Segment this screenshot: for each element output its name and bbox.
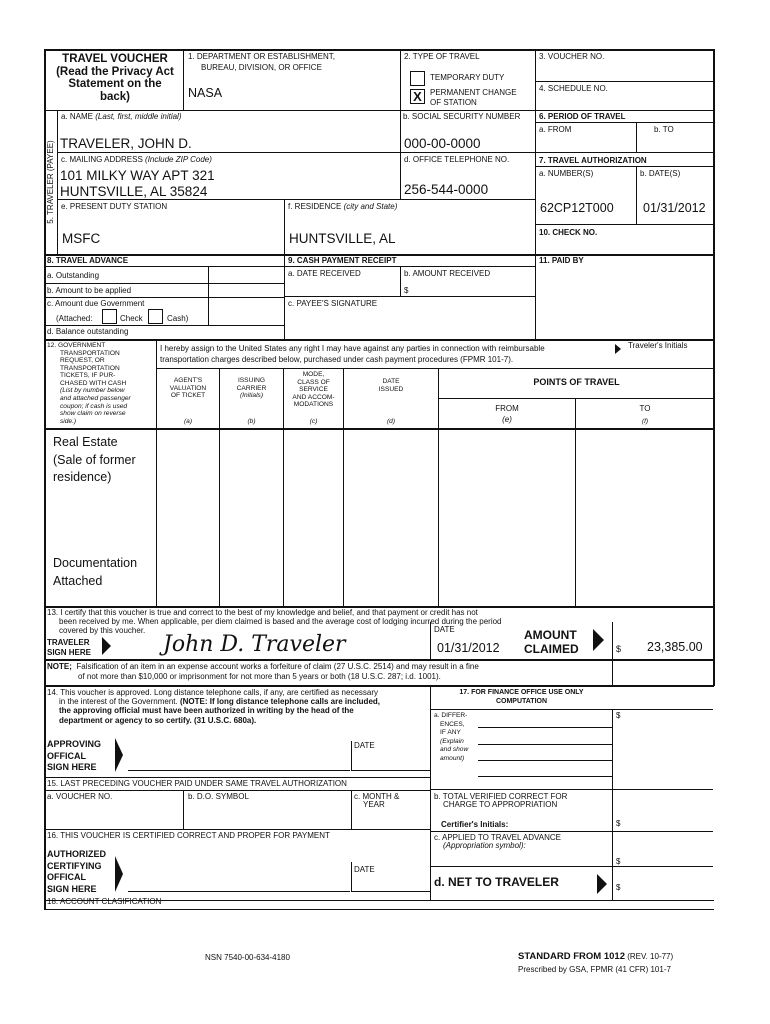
cash-checkbox[interactable] [148, 309, 163, 324]
advance-outstanding: a. Outstanding [47, 271, 100, 280]
transport-label-line-7: (List by number below [60, 387, 125, 395]
certify-line-3: covered by this voucher. [59, 626, 146, 636]
amount-received-label: b. AMOUNT RECEIVED [404, 269, 491, 278]
from-header: FROM [495, 404, 519, 413]
carrier-header [220, 377, 283, 400]
date-issued-header-1: DATE [382, 378, 400, 385]
approving-sign-line-1: APPROVING [47, 739, 102, 749]
certifying-sign-line-1: AUTHORIZED [47, 849, 106, 859]
initials-label: Traveler's Initials [628, 341, 688, 350]
carrier-header-3: (Initials) [239, 392, 264, 400]
mailing-label-text: c. MAILING ADDRESS [61, 155, 143, 164]
approving-sign-line-2: OFFICAL [47, 750, 86, 761]
certifying-sign-line-2: CERTIFYING [47, 860, 102, 871]
advance-check: Check [120, 314, 143, 323]
total-verified-label [434, 793, 567, 810]
amount-claimed-label [524, 628, 579, 657]
applied-dollar: $ [616, 857, 621, 866]
mailing-label [61, 156, 212, 164]
form-title-line-3: Statement on the [68, 78, 162, 91]
account-classification-label: 18. ACCOUNT CLASIFICATION [47, 897, 162, 906]
voucher-no-label: 3. VOUCHER NO. [539, 52, 605, 61]
transport-label-line-8: and attached passenger [60, 395, 131, 403]
paid-by-label: 11. PAID BY [539, 256, 584, 265]
mailing-line-1: 101 MILKY WAY APT 321 [60, 168, 215, 183]
real-estate-line-1: Real Estate [53, 435, 118, 449]
amount-claimed-line-2: CLAIMED [524, 642, 579, 657]
approving-sign-line-3: SIGN HERE [47, 762, 97, 773]
certifying-sign-here [47, 849, 106, 896]
net-to-traveler-text: d. NET TO TRAVELER [434, 875, 559, 889]
certifying-sign-line-4: SIGN HERE [47, 884, 97, 895]
auth-numbers-label: a. NUMBER(S) [539, 169, 594, 178]
net-arrow-icon [597, 874, 607, 894]
agent-header [157, 377, 219, 400]
residence-value[interactable]: HUNTSVILLE, AL [289, 231, 396, 246]
footer-standard-name: STANDARD FROM 1012 [518, 951, 625, 962]
form-title [48, 53, 182, 104]
approving-arrow-icon [115, 738, 123, 772]
net-to-traveler-label [434, 876, 559, 889]
transport-label-line-6: CHASED WITH CASH [60, 379, 127, 387]
approval-line-3: the approving official must have been authorized in writing by the head of the [59, 706, 354, 716]
advance-label: 8. TRAVEL ADVANCE [47, 256, 129, 265]
documentation-line-1: Documentation [53, 556, 138, 570]
traveler-sign-here [47, 638, 91, 658]
mode-header-3: SERVICE [299, 386, 328, 394]
certifying-sign-line-3: OFFICAL [47, 872, 86, 883]
permanent-change-label [430, 89, 517, 108]
ssn-value[interactable]: 000-00-0000 [404, 136, 481, 151]
col-d: (d) [386, 418, 396, 425]
finance-title-2: COMPUTATION [495, 698, 548, 706]
amount-received-dollar: $ [404, 286, 409, 295]
diff-line-6: amount) [440, 754, 465, 762]
preceding-label: 15. LAST PRECEDING VOUCHER PAID UNDER SAME TRAVEL AUTHORIZATION [47, 779, 347, 788]
points-header: POINTS OF TRAVEL [533, 377, 620, 387]
mode-header [284, 371, 343, 409]
real-estate-line-2: (Sale of former [53, 452, 136, 467]
permanent-change-checkbox[interactable] [410, 89, 425, 104]
footer-nsn: NSN 7540-00-634-4180 [205, 953, 290, 962]
permanent-change-line-2: OF STATION [430, 98, 477, 108]
amount-claimed-value[interactable]: 23,385.00 [647, 640, 703, 654]
residence-label-text: f. RESIDENCE [288, 202, 342, 211]
certify-line-1: 13. I certify that this voucher is true and correct to the best of my knowledge and belief, and that payment or credit has not [47, 608, 478, 617]
amount-claimed-arrow-icon [593, 629, 604, 651]
transport-label-line-10: show claim on reverse [60, 410, 126, 418]
phone-value[interactable]: 256-544-0000 [404, 182, 489, 197]
transport-label-line-1: 12. GOVERNMENT [47, 342, 106, 349]
approval-line-2a: in the interest of the Government. [59, 697, 178, 707]
assign-line-1: I hereby assign to the United States any right I may have against any parties in connection with reimbursable [160, 344, 545, 353]
approval-text [47, 688, 380, 725]
authorization-label: 7. TRAVEL AUTHORIZATION [539, 156, 647, 165]
falsification-note [47, 662, 479, 683]
dept-label [188, 53, 335, 73]
certifier-initials: Certifier's Initials: [441, 820, 509, 829]
applied-advance-label [434, 834, 561, 851]
total-verified-2: CHARGE TO APPROPRIATION [443, 800, 558, 810]
documentation-note[interactable] [53, 555, 137, 590]
diff-line-1: a. DIFFER- [434, 712, 468, 719]
amount-claimed-line-1: AMOUNT [524, 628, 577, 642]
approval-line-4: department or agency to so certify. (31 U.S.C. 680a). [59, 715, 257, 725]
certified-date-label: DATE [354, 865, 375, 874]
differences-dollar: $ [616, 711, 621, 720]
period-to-label: b. TO [654, 125, 674, 134]
traveler-sign-arrow-icon [102, 637, 111, 655]
agent-header-1: AGENT'S [173, 377, 203, 384]
real-estate-line-3: residence) [53, 470, 112, 484]
amount-claimed-dollar: $ [616, 644, 622, 654]
assign-line-2: transportation charges described below, purchased under cash payment procedures (FPMR 101-7). [160, 354, 514, 364]
advance-cash: Cash) [167, 314, 189, 323]
date-received-label: a. DATE RECEIVED [288, 269, 361, 278]
diff-line-2: ENCES, [440, 720, 465, 728]
permanent-change-check-mark: X [413, 89, 422, 104]
auth-number-value[interactable]: 62CP12T000 [540, 201, 614, 215]
net-dollar: $ [616, 883, 621, 892]
diff-line-4: (Explain [440, 737, 464, 745]
note-label: NOTE; [47, 662, 72, 671]
form-title-line-4: back) [99, 90, 131, 103]
transport-label-line-11: side.) [60, 417, 77, 425]
preceding-month-1: c. MONTH & [354, 792, 400, 801]
ssn-label: b. SOCIAL SECURITY NUMBER [403, 112, 521, 121]
form-title-line-2: (Read the Privacy Act [56, 65, 174, 78]
footer-prescribed: Prescribed by GSA, FPMR (41 CFR) 101-7 [518, 965, 671, 974]
advance-attached: (Attached: [56, 314, 93, 323]
preceding-voucher-no: a. VOUCHER NO. [47, 792, 113, 801]
col-c: (c) [309, 418, 318, 425]
certify-line-2: been received by me. When applicable, per diem claimed is based and the average cost of lodging incurred during the period [59, 617, 502, 627]
real-estate-note[interactable] [53, 434, 136, 487]
col-b: (b) [247, 418, 256, 425]
approval-signature-field[interactable] [128, 742, 350, 770]
mailing-label-hint: (Include ZIP Code) [145, 155, 212, 164]
name-label-hint: (Last, first, middle initial) [95, 112, 182, 121]
temporary-duty-label: TEMPORARY DUTY [430, 73, 505, 82]
schedule-no-label: 4. SCHEDULE NO. [539, 84, 608, 93]
approving-sign-here [47, 739, 101, 774]
finance-title [431, 688, 612, 706]
certify-date-value[interactable]: 01/31/2012 [437, 641, 500, 655]
certifying-signature-field[interactable] [128, 862, 350, 891]
payee-signature-label: c. PAYEE'S SIGNATURE [288, 299, 378, 308]
falsification-line-1 [47, 662, 479, 672]
certified-label: 16. THIS VOUCHER IS CERTIFIED CORRECT AND PROPER FOR PAYMENT [47, 831, 330, 840]
approval-line-2b: (NOTE: If long distance telephone calls are included, [179, 697, 381, 707]
traveler-signature[interactable]: John D. Traveler [163, 632, 346, 657]
mode-header-2: CLASS OF [297, 378, 330, 386]
col-a: (a) [183, 418, 193, 425]
transport-label-line-3: REQUEST, OR [60, 357, 105, 365]
preceding-month-year [354, 793, 399, 810]
mailing-address-value[interactable] [60, 168, 215, 201]
mode-header-1: MODE, [302, 371, 325, 378]
advance-applied: b. Amount to be applied [47, 286, 132, 295]
preceding-month-2: YEAR [363, 800, 385, 810]
duty-station-value[interactable]: MSFC [62, 231, 101, 246]
transport-col-label [47, 342, 131, 425]
dept-value[interactable]: NASA [188, 86, 223, 100]
applied-line-2: (Appropriation symbol): [443, 841, 526, 851]
name-label [61, 113, 182, 121]
approval-date-label: DATE [354, 741, 375, 750]
approval-line-1: 14. This voucher is approved. Long distance telephone calls, if any, are certified as necessary [47, 688, 379, 697]
form-title-line-1: TRAVEL VOUCHER [62, 53, 168, 65]
permanent-change-line-1: PERMANENT CHANGE [430, 88, 517, 97]
certifying-arrow-icon [115, 856, 123, 892]
auth-date-value[interactable]: 01/31/2012 [643, 201, 706, 215]
agent-header-2: VALUATION [169, 384, 207, 392]
check-no-label: 10. CHECK NO. [539, 228, 598, 237]
transport-label-line-9: coupon; if cash is used [60, 402, 128, 410]
name-label-text: a. NAME [61, 112, 94, 121]
residence-label [288, 203, 397, 211]
residence-label-hint: (city and State) [343, 202, 398, 211]
finance-title-1: 17. FOR FINANCE OFFICE USE ONLY [459, 689, 584, 696]
footer-standard [518, 952, 673, 962]
duty-station-label: e. PRESENT DUTY STATION [61, 202, 168, 211]
traveler-sign-line-1: TRAVELER [47, 638, 90, 647]
note-line-2: of not more than $10,000 or imprisonment for not more than 5 years or both (18 U.S.C. 287; i.d. 1001). [78, 672, 441, 682]
certify-date-label: DATE [434, 625, 455, 634]
diff-line-3: IF ANY [440, 729, 461, 737]
documentation-line-2: Attached [53, 573, 103, 588]
carrier-header-2: CARRIER [236, 384, 267, 392]
agent-header-3: OF TICKET [170, 392, 206, 400]
advance-balance: d. Balance outstanding [47, 327, 129, 336]
transport-label-line-2: TRANSPORTATION [60, 349, 120, 357]
traveler-name-value[interactable]: TRAVELER, JOHN D. [60, 136, 192, 151]
approval-line-2 [47, 697, 380, 706]
carrier-header-1: ISSUING [237, 377, 266, 384]
preceding-do-symbol: b. D.O. SYMBOL [188, 792, 249, 801]
differences-label [434, 712, 468, 763]
col-f: (f) [641, 418, 649, 425]
col-e: (e) [502, 415, 512, 424]
total-verified-dollar: $ [616, 819, 621, 828]
check-checkbox[interactable] [102, 309, 117, 324]
period-from-label: a. FROM [539, 125, 572, 134]
receipt-label: 9. CASH PAYMENT RECEIPT [288, 256, 397, 265]
phone-label: d. OFFICE TELEPHONE NO. [404, 155, 510, 164]
transport-label-line-4: TRANSPORTATION [60, 364, 120, 372]
footer-standard-rev: (REV. 10-77) [627, 952, 674, 961]
total-verified-1: b. TOTAL VERIFIED CORRECT FOR [434, 792, 568, 801]
to-header: TO [639, 404, 651, 413]
note-line-1: Falsification of an item in an expense account works a forfeiture of claim (27 U.S.C. 2514) and may result in a fine [76, 662, 479, 671]
diff-line-5: and show [440, 746, 469, 754]
traveler-side-label: 5. TRAVELER (PAYEE) [45, 140, 55, 224]
temporary-duty-checkbox[interactable] [410, 71, 425, 86]
initials-arrow-icon [615, 344, 621, 354]
auth-dates-label: b. DATE(S) [640, 169, 681, 178]
dept-label-line-1: 1. DEPARTMENT OR ESTABLISHMENT, [188, 52, 335, 61]
mode-header-4: AND ACCOM- [292, 393, 335, 401]
mailing-line-2: HUNTSVILLE, AL 35824 [60, 184, 208, 200]
assign-text [160, 344, 545, 366]
date-issued-header [344, 378, 438, 393]
mode-header-5: MODATIONS [293, 401, 334, 409]
date-issued-header-2: ISSUED [378, 385, 404, 393]
dept-label-line-2: BUREAU, DIVISION, OR OFFICE [201, 63, 322, 73]
travel-type-label: 2. TYPE OF TRAVEL [404, 52, 480, 61]
period-label: 6. PERIOD OF TRAVEL [539, 112, 626, 121]
traveler-sign-line-2: SIGN HERE [47, 648, 92, 657]
advance-due-gov: c. Amount due Government [47, 299, 145, 308]
applied-line-1: c. APPLIED TO TRAVEL ADVANCE [434, 833, 562, 842]
transport-label-line-5: TICKETS, IF PUR- [60, 372, 116, 380]
